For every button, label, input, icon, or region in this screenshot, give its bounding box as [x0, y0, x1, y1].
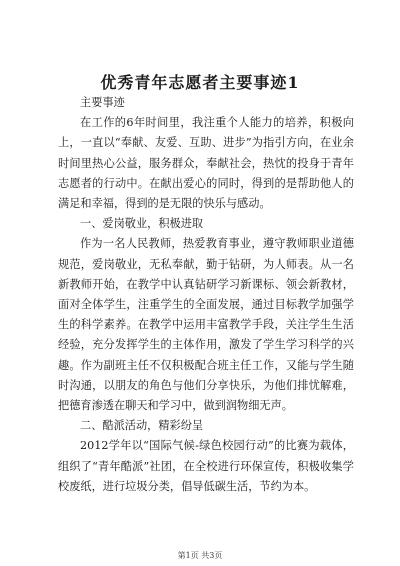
document-title: 优秀青年志愿者主要事迹1	[100, 73, 300, 92]
document-body	[58, 93, 354, 497]
body-paragraph: 在工作的6年时间里，我注重个人能力的培养，积极向上，一直以“奉献、友爱、互助、进步”为指引方向，在业余时间里热心公益，服务群众，奉献社会，热忱的投身于青年志愿者的行动中。在献出爱心的同时，得到的是帮助他人的满足和幸福，得到的是无限的快乐与感动。	[58, 116, 354, 211]
section-heading: 二、酷派活动，精彩纷呈	[80, 419, 204, 433]
page-footer: 第1页 共3页	[177, 551, 223, 560]
section-heading: 主要事迹	[80, 96, 125, 109]
section-heading: 一、爱岗敬业，积极进取	[80, 217, 204, 231]
body-paragraph: 2012学年以“国际气候-绿色校园行动”的比赛为载体，组织了“青年酷派”社团，在全校进行环保宣传，积极收集学校废纸，进行垃圾分类，倡导低碳生活，节约为本。	[58, 439, 354, 493]
body-paragraph: 作为一名人民教师，热爱教育事业，遵守教师职业道德规范，爱岗敬业，无私奉献，勤于钻研，为人师表。从一名新教师开始，在教学中认真钻研学习新课标、领会新教材，面对全体学生，注重学生的全面发展，通过目标教学加强学生的科学素养。在教学中运用丰富教学手段，关注学生生活经验，充分发挥学生的主体作用，激发了学生学习科学的兴趣。作为副班主任不仅积极配合班主任工作，又能与学生随时沟通，以朋友的角色与他们分享快乐，为他们排忧解难，把德育渗透在聊天和学习中，做到润物细无声。	[58, 237, 354, 413]
